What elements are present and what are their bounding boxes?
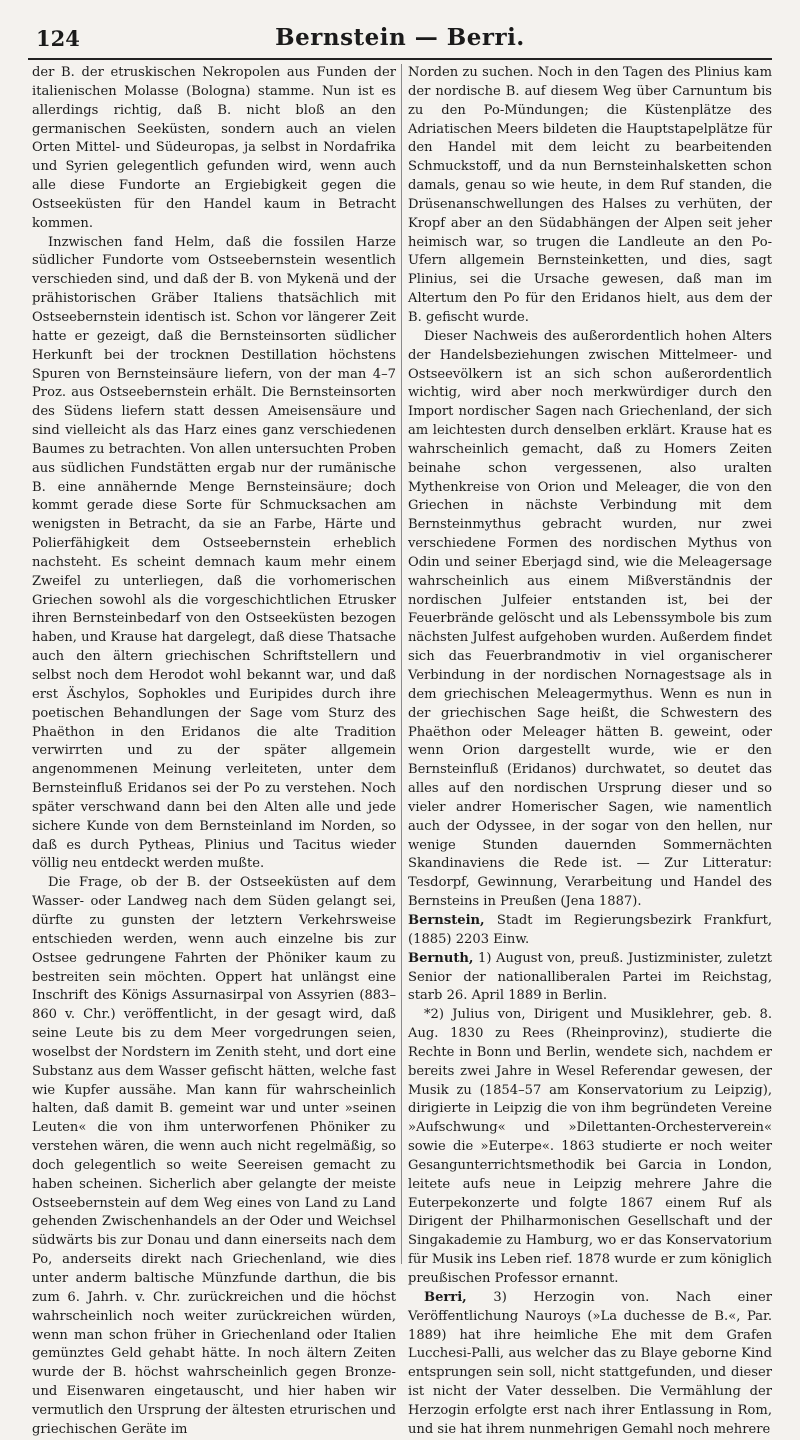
entry-text: 3) Herzogin von. Nach einer Veröffentlichung Nauroys (»La duchesse de B.«, Par. 1889) hat ihre heimliche Ehe mit dem Grafen Lucchesi-Palli, aus welcher das zu Blaye geborne Kind entsprungen sein soll, nicht stattgefunden, und dieser ist nicht der Vater desselben. Die Vermählung der Herzogin erfolgte erst nach ihrer Entlassung in Rom, und sie hat ihrem nunmehrigen Gemahl noch mehrere <box>408 1289 772 1437</box>
running-head: Bernstein — Berri. <box>275 24 525 51</box>
column-divider <box>401 64 402 1264</box>
page-number: 124 <box>36 26 80 51</box>
right-column <box>408 64 772 1437</box>
header-rule <box>28 58 772 60</box>
entry-text: Stadt im Regierungsbezirk Frankfurt, (1885) 2203 Einw. <box>408 912 772 947</box>
entry-bernstein <box>408 912 772 950</box>
headword: Bernuth, <box>408 950 474 966</box>
headword: Bernstein, <box>408 912 485 928</box>
entry-text: 1) August von, preuß. Justizminister, zuletzt Senior der nationalliberalen Partei im Reichstag, starb 26. April 1889 in Berlin. <box>408 950 772 1004</box>
left-column <box>32 64 396 1437</box>
paragraph: *2) Julius von, Dirigent und Musiklehrer, geb. 8. Aug. 1830 zu Rees (Rheinprovinz), studierte die Rechte in Bonn und Berlin, wendete sich, nachdem er bereits zwei Jahre in Wesel Referendar gewesen, der Musik zu (1854–57 am Konservatorium zu Leipzig), dirigierte in Leipzig die von ihm begründeten Vereine »Aufschwung« und »Dilettanten-Orchesterverein« sowie die »Euterpe«. 1863 studierte er noch weiter Gesangunterrichtsmethodik bei Garcia in London, leitete aufs neue in Leipzig mehrere Jahre die Euterpekonzerte und folgte 1867 einem Ruf als Dirigent der Philharmonischen Gesellschaft und der Singakademie zu Hamburg, wo er das Konservatorium für Musik ins Leben rief. 1878 wurde er zum königlich preußischen Professor ernannt. <box>408 1007 772 1286</box>
entry-berri <box>408 1289 772 1440</box>
paragraph: Die Frage, ob der B. der Ostseeküsten auf dem Wasser- oder Landweg nach dem Süden gelangt sei, dürfte zu gunsten der letztern Verkehrsweise entschieden werden, wenn auch einzelne bis zur Ostsee gedrungene Fahrten der Phöniker kaum zu bestreiten sein möchten. Oppert hat unlängst eine Inschrift des Königs Assurnasirpal von Assyrien (883–860 v. Chr.) veröffentlicht, in der gesagt wird, daß seine Leute bis zu dem Meer vorgedrungen seien, woselbst der Nordstern im Zenith steht, und dort eine Substanz aus dem Wasser gefischt hätten, welche fast wie Kupfer aussähe. Man kann für wahrscheinlich halten, daß damit B. gemeint war und unter »seinen Leuten« die von ihm unterworfenen Phöniker zu verstehen wären, die wenn auch nicht regelmäßig, so doch gelegentlich so weite Seereisen gemacht zu haben scheinen. Sicherlich aber gelangte der meiste Ostseebernstein auf dem Weg eines von Land zu Land gehenden Zwischenhandels an der Oder und Weichsel südwärts bis zur Donau und dann einerseits nach dem Po, anderseits direkt nach Griechenland, wie dies unter anderm baltische Münzfunde darthun, die bis zum 6. Jahrh. v. Chr. zurückreichen und die höchst wahrscheinlich noch weiter zurückreichen würden, wenn man schon früher in Griechenland oder Italien gemünztes Geld gehabt hätte. In noch ältern Zeiten wurde der B. höchst wahrscheinlich gegen Bronze- und Eisenwaren eingetauscht, und hier haben wir vermutlich den Ursprung der ältesten etrurischen und griechischen Geräte im <box>32 875 396 1437</box>
headword: Berri, <box>424 1289 467 1305</box>
paragraph: Inzwischen fand Helm, daß die fossilen Harze südlicher Fundorte vom Ostseebernstein wesentlich verschieden sind, und daß der B. von Mykenä und der prähistorischen Gräber Italiens thatsächlich mit Ostseebernstein identisch ist. Schon vor längerer Zeit hatte er gezeigt, daß die Bernsteinsorten südlicher Herkunft bei der trocknen Destillation höchstens Spuren von Bernsteinsäure liefern, von der man 4–7 Proz. aus Ostseebernstein erhält. Die Bernsteinsorten des Südens liefern statt dessen Ameisensäure und sind vielleicht als das Harz eines ganz verschiedenen Baumes zu betrachten. Von allen untersuchten Proben aus südlichen Fundstätten ergab nur der rumänische B. eine annähernde Menge Bernsteinsäure; doch kommt gerade diese Sorte für Schmucksachen am wenigsten in Betracht, da sie an Farbe, Härte und Polierfähigkeit dem Ostseebernstein erheblich nachsteht. Es scheint demnach kaum mehr einem Zweifel zu unterliegen, daß die vorhomerischen Griechen sowohl als die vorgeschichtlichen Etrusker ihren Bernsteinbedarf von den Ostseeküsten bezogen haben, und Krause hat dargelegt, daß diese Thatsache auch den ältern griechischen Schriftstellern und selbst noch dem Herodot wohl bekannt war, und daß erst Äschylos, Sophokles und Euripides durch ihre poetischen Behandlungen der Sage vom Sturz des Phaëthon in den Eridanos die alte Tradition verwirrten und zu der später allgemein angenommenen Meinung verleiteten, unter dem Bernsteinfluß Eridanos sei der Po zu verstehen. Noch später verschwand dann bei den Alten alle und jede sichere Kunde von dem Bernsteinland im Norden, so daß es durch Pytheas, Plinius und Tacitus wieder völlig neu entdeckt werden mußte. <box>32 234 396 872</box>
entry-bernuth <box>408 950 772 1007</box>
page-header <box>24 20 776 56</box>
paragraph: Norden zu suchen. Noch in den Tagen des Plinius kam der nordische B. auf diesem Weg über Carnuntum bis zu den Po-Mündungen; die Küstenplätze des Adriatischen Meers bildeten die Hauptstapelplätze für den Handel mit dem leicht zu bearbeitenden Schmuckstoff, und da nun Bernsteinhalsketten schon damals, genau so wie heute, in dem Ruf standen, die Drüsenanschwellungen des Halses zu verhüten, der Kropf aber an den Südabhängen der Alpen seit jeher heimisch war, so trugen die Landleute an den Po-Ufern allgemein Bernsteinketten, und dies, sagt Plinius, sei die Ursache gewesen, daß man im Altertum den Po für den Eridanos hielt, aus dem der B. gefischt wurde. <box>408 65 772 325</box>
paragraph: Dieser Nachweis des außerordentlich hohen Alters der Handelsbeziehungen zwischen Mittelmeer- und Ostseevölkern ist an sich schon außerordentlich wichtig, wird aber noch merkwürdiger durch den Import nordischer Sagen nach Griechenland, der sich am leichtesten durch denselben erklärt. Krause hat es wahrscheinlich gemacht, daß zu Homers Zeiten beinahe schon vergessenen, also uralten Mythenkreise von Orion und Meleager, die von den Griechen in nächste Verbindung mit dem Bernsteinmythus gebracht wurden, nur zwei verschiedene Formen des nordischen Mythus von Odin und seiner Eberjagd sind, wie die Meleagersage wahrscheinlich aus einem Mißverständnis der nordischen Julfeier entstanden ist, bei der Feuerbrände gelöscht und als Lebenssymbole bis zum nächsten Julfest aufgehoben wurden. Außerdem findet sich das Feuerbrandmotiv in viel organischerer Verbindung in der nordischen Nornagestsage als in dem griechischen Meleagermythus. Wenn es nun in der griechischen Sage heißt, die Schwestern des Phaëthon oder Meleager hätten B. geweint, oder wenn Orion dargestellt wurde, wie er den Bernsteinfluß (Eridanos) durchwatet, so deutet das alles auf den nordischen Ursprung dieser und so vieler andrer Homerischer Sagen, wie namentlich auch der Odyssee, in der sogar von den hellen, nur wenige Stunden dauernden Sommernächten Skandinaviens die Rede ist. — Zur Litteratur: Tesdorpf, Gewinnung, Verarbeitung und Handel des Bernsteins in Preußen (Jena 1887). <box>408 328 772 910</box>
paragraph: der B. der etruskischen Nekropolen aus Funden der italienischen Molasse (Bologna) stamme. Nun ist es allerdings richtig, daß B. nicht bloß an den germanischen Seeküsten, sondern auch an vielen Orten Mittel- und Südeuropas, ja selbst in Nordafrika und Syrien gelegentlich gefunden wird, wenn auch alle diese Fundorte an Ergiebigkeit gegen die Ostseeküsten für den Handel kaum in Betracht kommen. <box>32 65 396 231</box>
